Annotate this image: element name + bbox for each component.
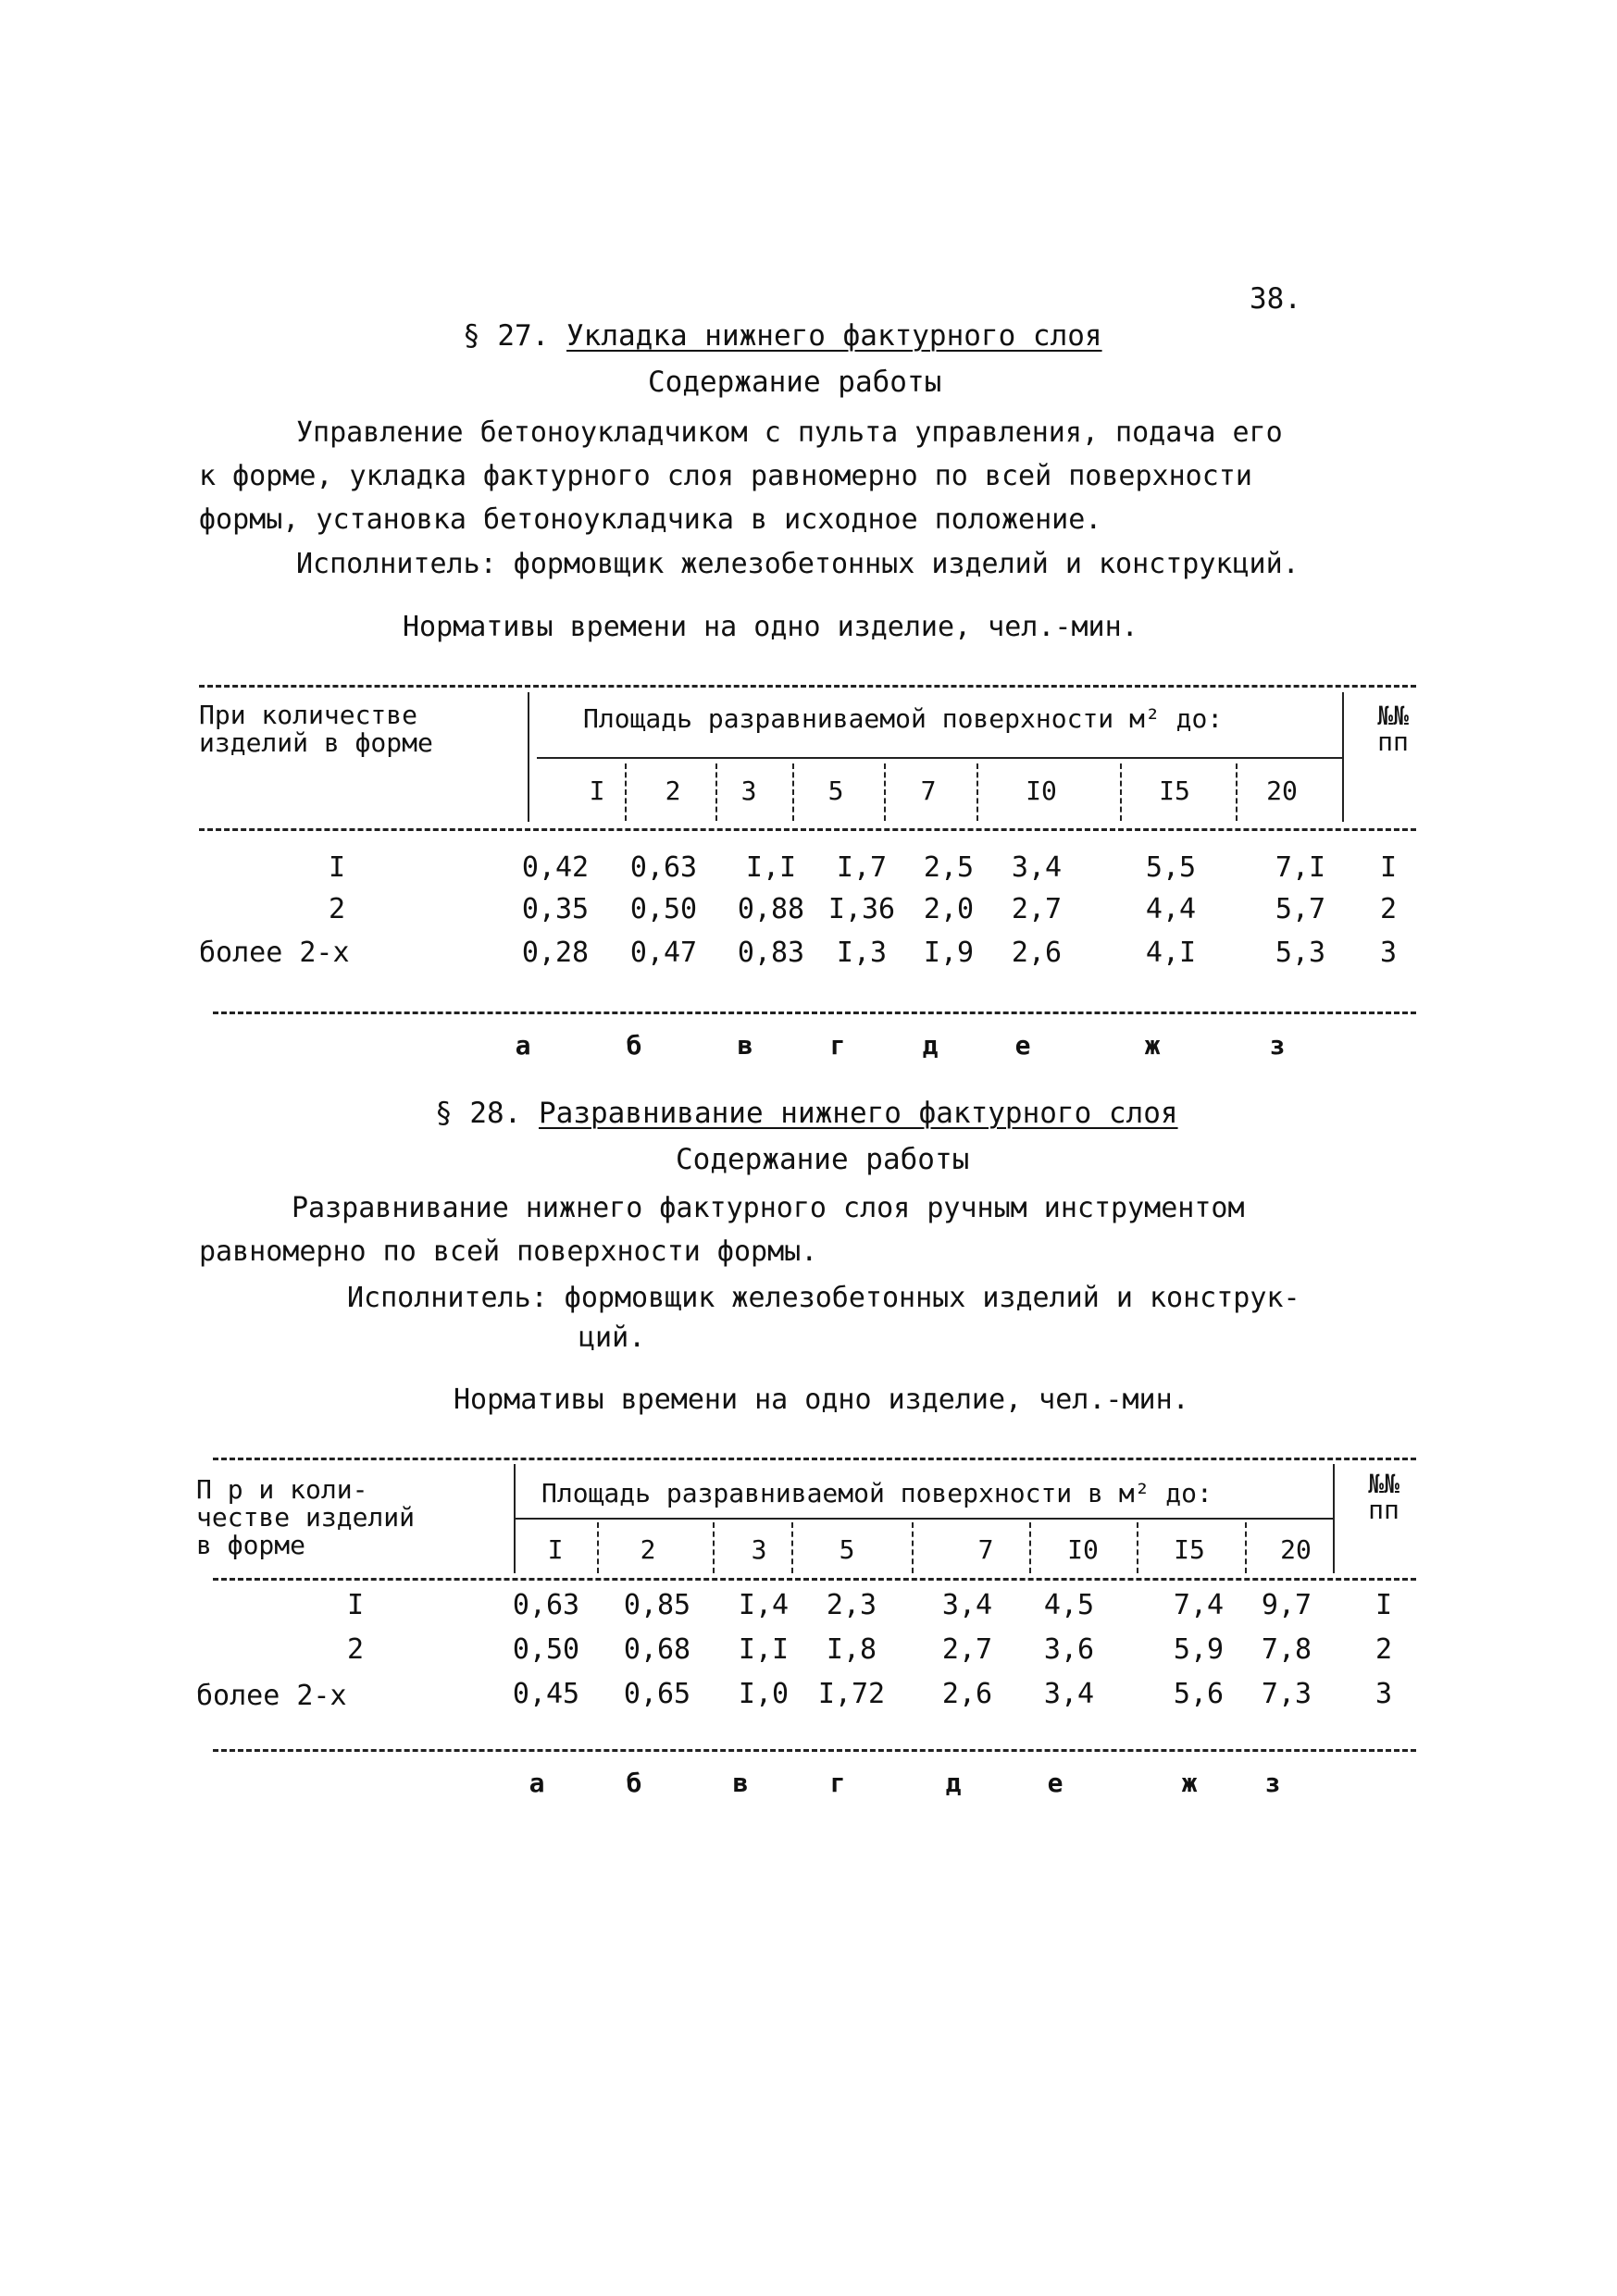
table-27-divider — [1342, 692, 1344, 822]
page-number: 38. — [1250, 282, 1301, 316]
table-cell: 4,I — [1145, 937, 1197, 969]
table-cell: 0,50 — [629, 893, 698, 925]
row-label: I — [347, 1589, 365, 1621]
column-letter: в — [732, 1768, 749, 1798]
table-27-num-header: №№ пп — [1377, 701, 1409, 757]
section-27-subtitle: Содержание работы — [648, 366, 942, 399]
section-28-subtitle: Содержание работы — [676, 1143, 970, 1176]
table-27-col-sep — [976, 763, 978, 821]
table-28-header-rule — [514, 1518, 1333, 1520]
table-28-row-header-line: в форме — [196, 1530, 306, 1560]
section-28-heading: Разравнивание нижнего фактурного слоя — [539, 1097, 1178, 1130]
table-cell: 0,35 — [521, 893, 590, 925]
table-cell: 0,68 — [623, 1633, 691, 1666]
section-28-desc-line-2: равномерно по всей поверхности формы. — [199, 1235, 818, 1268]
table-28-num-header: №№ пп — [1368, 1469, 1399, 1525]
column-letter: б — [626, 1768, 642, 1798]
table-27-col-sep — [884, 763, 886, 821]
column-letter: г — [829, 1030, 846, 1061]
table-27-area-header: Площадь разравниваемой поверхности м² до: — [583, 703, 1224, 734]
table-cell: 0,42 — [521, 851, 590, 884]
table-27-area-col: I5 — [1159, 776, 1190, 806]
table-27-top-rule — [199, 685, 1416, 688]
table-28-area-col: 20 — [1280, 1534, 1312, 1565]
column-letter: з — [1269, 1030, 1286, 1061]
table-cell: I,7 — [836, 851, 888, 884]
table-28-col-sep — [1029, 1522, 1031, 1573]
row-number: 3 — [1374, 1678, 1393, 1710]
section-28-number: § 28. — [435, 1097, 522, 1130]
table-28-row-header — [196, 1476, 415, 1559]
table-28-area-col: 5 — [839, 1534, 855, 1565]
row-label: 2 — [347, 1633, 365, 1666]
table-cell: 9,7 — [1261, 1589, 1312, 1621]
table-cell: 2,0 — [923, 893, 975, 925]
column-letter: д — [922, 1030, 939, 1061]
row-number: 2 — [1379, 893, 1398, 925]
table-27-divider — [528, 692, 529, 822]
column-letter: а — [515, 1030, 531, 1061]
table-27-col-sep — [1236, 763, 1238, 821]
table-27-col-sep — [1120, 763, 1122, 821]
table-cell: 0,45 — [512, 1678, 580, 1710]
table-28-area-header: Площадь разравниваемой поверхности в м² до: — [541, 1478, 1213, 1508]
section-27-desc-line-1: Управление бетоноукладчиком с пульта управления, подача его — [296, 416, 1283, 449]
table-27-area-col: 3 — [740, 776, 757, 806]
section-27-desc-line-2: к форме, укладка фактурного слоя равномерно по всей поверхности — [199, 460, 1252, 492]
table-28-top-rule — [213, 1458, 1416, 1460]
table-cell: 2,3 — [826, 1589, 877, 1621]
section-28-executor-line-1: Исполнитель: формовщик железобетонных изделий и конструк- — [347, 1282, 1300, 1314]
table-cell: I,3 — [836, 937, 888, 969]
table-cell: 0,63 — [629, 851, 698, 884]
table-cell: 2,6 — [941, 1678, 993, 1710]
table-cell: 2,7 — [1011, 893, 1063, 925]
table-27-col-sep — [792, 763, 794, 821]
column-letter: з — [1264, 1768, 1281, 1798]
row-number: I — [1374, 1589, 1393, 1621]
section-27-title — [463, 319, 1102, 353]
table-28-col-sep — [597, 1522, 599, 1573]
column-letter: д — [945, 1768, 962, 1798]
table-28-col-sep — [912, 1522, 914, 1573]
table-cell: 7,8 — [1261, 1633, 1312, 1666]
table-28-row-header-line: П р и коли- — [196, 1474, 368, 1505]
table-cell: 3,4 — [1011, 851, 1063, 884]
table-28-bottom-rule — [213, 1749, 1416, 1752]
table-cell: 5,7 — [1275, 893, 1326, 925]
table-27-row-header-line: изделий в форме — [199, 727, 433, 758]
table-cell: I,72 — [817, 1678, 886, 1710]
section-28-executor-line-2: ций. — [578, 1322, 646, 1354]
table-28-row-header-line: честве изделий — [196, 1502, 416, 1533]
table-cell: 0,47 — [629, 937, 698, 969]
table-cell: 5,3 — [1275, 937, 1326, 969]
section-28-desc-line-1: Разравнивание нижнего фактурного слоя ручным инструментом — [292, 1192, 1245, 1224]
table-28-head-bottom-rule — [213, 1578, 1416, 1581]
table-cell: I,4 — [738, 1589, 790, 1621]
table-cell: I,0 — [738, 1678, 790, 1710]
section-27-norms-caption: Нормативы времени на одно изделие, чел.-мин. — [403, 611, 1138, 643]
table-cell: 2,5 — [923, 851, 975, 884]
table-cell: 0,28 — [521, 937, 590, 969]
table-28-area-col: 7 — [977, 1534, 994, 1565]
table-cell: I,I — [738, 1633, 790, 1666]
table-cell: 5,6 — [1173, 1678, 1225, 1710]
column-letter: в — [737, 1030, 753, 1061]
table-27-area-col: 20 — [1266, 776, 1298, 806]
row-number: 2 — [1374, 1633, 1393, 1666]
table-28-area-col: 3 — [751, 1534, 767, 1565]
table-27-col-sep — [715, 763, 717, 821]
table-27-area-col: I0 — [1026, 776, 1057, 806]
row-label: более 2-х — [196, 1680, 347, 1712]
table-cell: 7,I — [1275, 851, 1326, 884]
table-cell: 3,4 — [1043, 1678, 1095, 1710]
table-28-area-col: I0 — [1067, 1534, 1099, 1565]
table-cell: 7,4 — [1173, 1589, 1225, 1621]
table-28-col-sep — [791, 1522, 793, 1573]
table-27-header-rule — [537, 757, 1342, 759]
column-letter: г — [829, 1768, 846, 1798]
row-label: 2 — [329, 893, 346, 925]
table-27-row-header-line: При количестве — [199, 700, 418, 730]
table-cell: 3,4 — [941, 1589, 993, 1621]
table-cell: I,9 — [923, 937, 975, 969]
row-number: I — [1379, 851, 1398, 884]
section-27-number: § 27. — [463, 319, 550, 353]
table-cell: 7,3 — [1261, 1678, 1312, 1710]
table-28-area-col: I5 — [1174, 1534, 1205, 1565]
column-letter: ж — [1181, 1768, 1198, 1798]
table-cell: 0,65 — [623, 1678, 691, 1710]
section-28-norms-caption: Нормативы времени на одно изделие, чел.-мин. — [454, 1384, 1189, 1416]
table-cell: 2,6 — [1011, 937, 1063, 969]
table-28-area-col: 2 — [640, 1534, 656, 1565]
column-letter: е — [1047, 1768, 1063, 1798]
table-cell: 4,5 — [1043, 1589, 1095, 1621]
table-cell: 5,5 — [1145, 851, 1197, 884]
table-28-col-sep — [713, 1522, 715, 1573]
table-27-row-header — [199, 701, 433, 757]
table-27-area-col: 2 — [665, 776, 681, 806]
table-cell: 0,85 — [623, 1589, 691, 1621]
row-label: более 2-х — [199, 937, 350, 969]
table-27-col-sep — [625, 763, 627, 821]
row-number: 3 — [1379, 937, 1398, 969]
row-label: I — [329, 851, 346, 884]
table-28-col-sep — [1245, 1522, 1247, 1573]
column-letter: е — [1014, 1030, 1031, 1061]
table-27-area-col: 5 — [827, 776, 844, 806]
table-cell: 3,6 — [1043, 1633, 1095, 1666]
table-27-area-col: 7 — [920, 776, 937, 806]
column-letter: б — [626, 1030, 642, 1061]
column-letter: а — [529, 1768, 545, 1798]
column-letter: ж — [1144, 1030, 1161, 1061]
table-27-area-col: I — [589, 776, 605, 806]
section-28-title — [435, 1097, 1178, 1130]
section-27-heading: Укладка нижнего фактурного слоя — [566, 319, 1102, 353]
table-cell: I,8 — [826, 1633, 877, 1666]
table-28-col-sep — [1137, 1522, 1138, 1573]
table-27-bottom-rule — [213, 1011, 1416, 1014]
section-27-executor: Исполнитель: формовщик железобетонных изделий и конструкций. — [296, 548, 1300, 580]
section-27-desc-line-3: формы, установка бетоноукладчика в исходное положение. — [199, 503, 1102, 536]
table-cell: 5,9 — [1173, 1633, 1225, 1666]
table-cell: 0,88 — [737, 893, 805, 925]
table-27-head-bottom-rule — [199, 828, 1416, 831]
table-cell: 0,83 — [737, 937, 805, 969]
table-cell: I,36 — [827, 893, 896, 925]
table-cell: 0,50 — [512, 1633, 580, 1666]
table-cell: I,I — [745, 851, 797, 884]
table-cell: 4,4 — [1145, 893, 1197, 925]
table-28-area-col: I — [547, 1534, 564, 1565]
table-cell: 0,63 — [512, 1589, 580, 1621]
table-cell: 2,7 — [941, 1633, 993, 1666]
